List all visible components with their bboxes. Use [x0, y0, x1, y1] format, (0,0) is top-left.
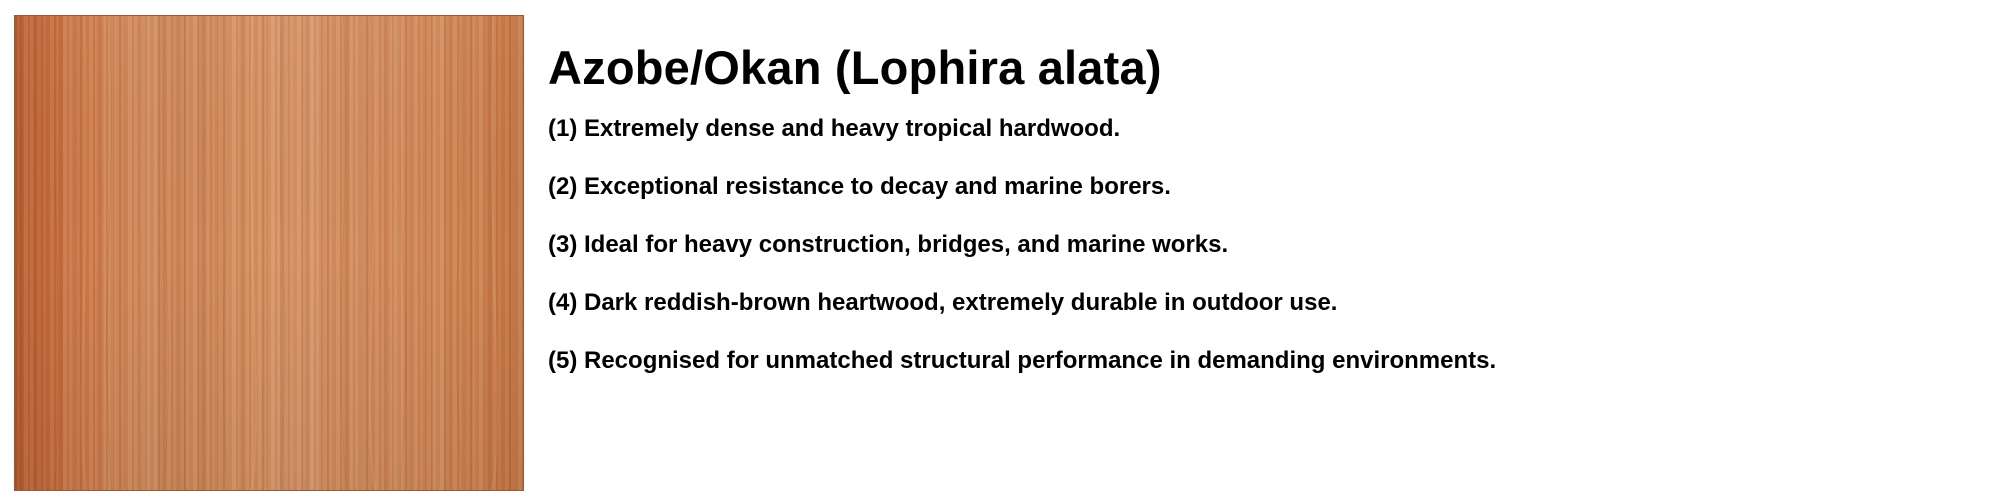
wood-swatch-image: [14, 15, 524, 491]
feature-item: (5) Recognised for unmatched structural performance in demanding environments.: [548, 347, 1497, 374]
product-info: [548, 38, 1968, 404]
feature-list: [548, 114, 1968, 376]
feature-item: (4) Dark reddish-brown heartwood, extremely durable in outdoor use.: [548, 289, 1338, 316]
feature-item: (2) Exceptional resistance to decay and marine borers.: [548, 173, 1171, 200]
feature-item: (1) Extremely dense and heavy tropical hardwood.: [548, 115, 1121, 142]
wood-grain-texture: [15, 16, 523, 490]
feature-item: (3) Ideal for heavy construction, bridges, and marine works.: [548, 231, 1229, 258]
product-title: Azobe/Okan (Lophira alata): [548, 41, 1162, 94]
